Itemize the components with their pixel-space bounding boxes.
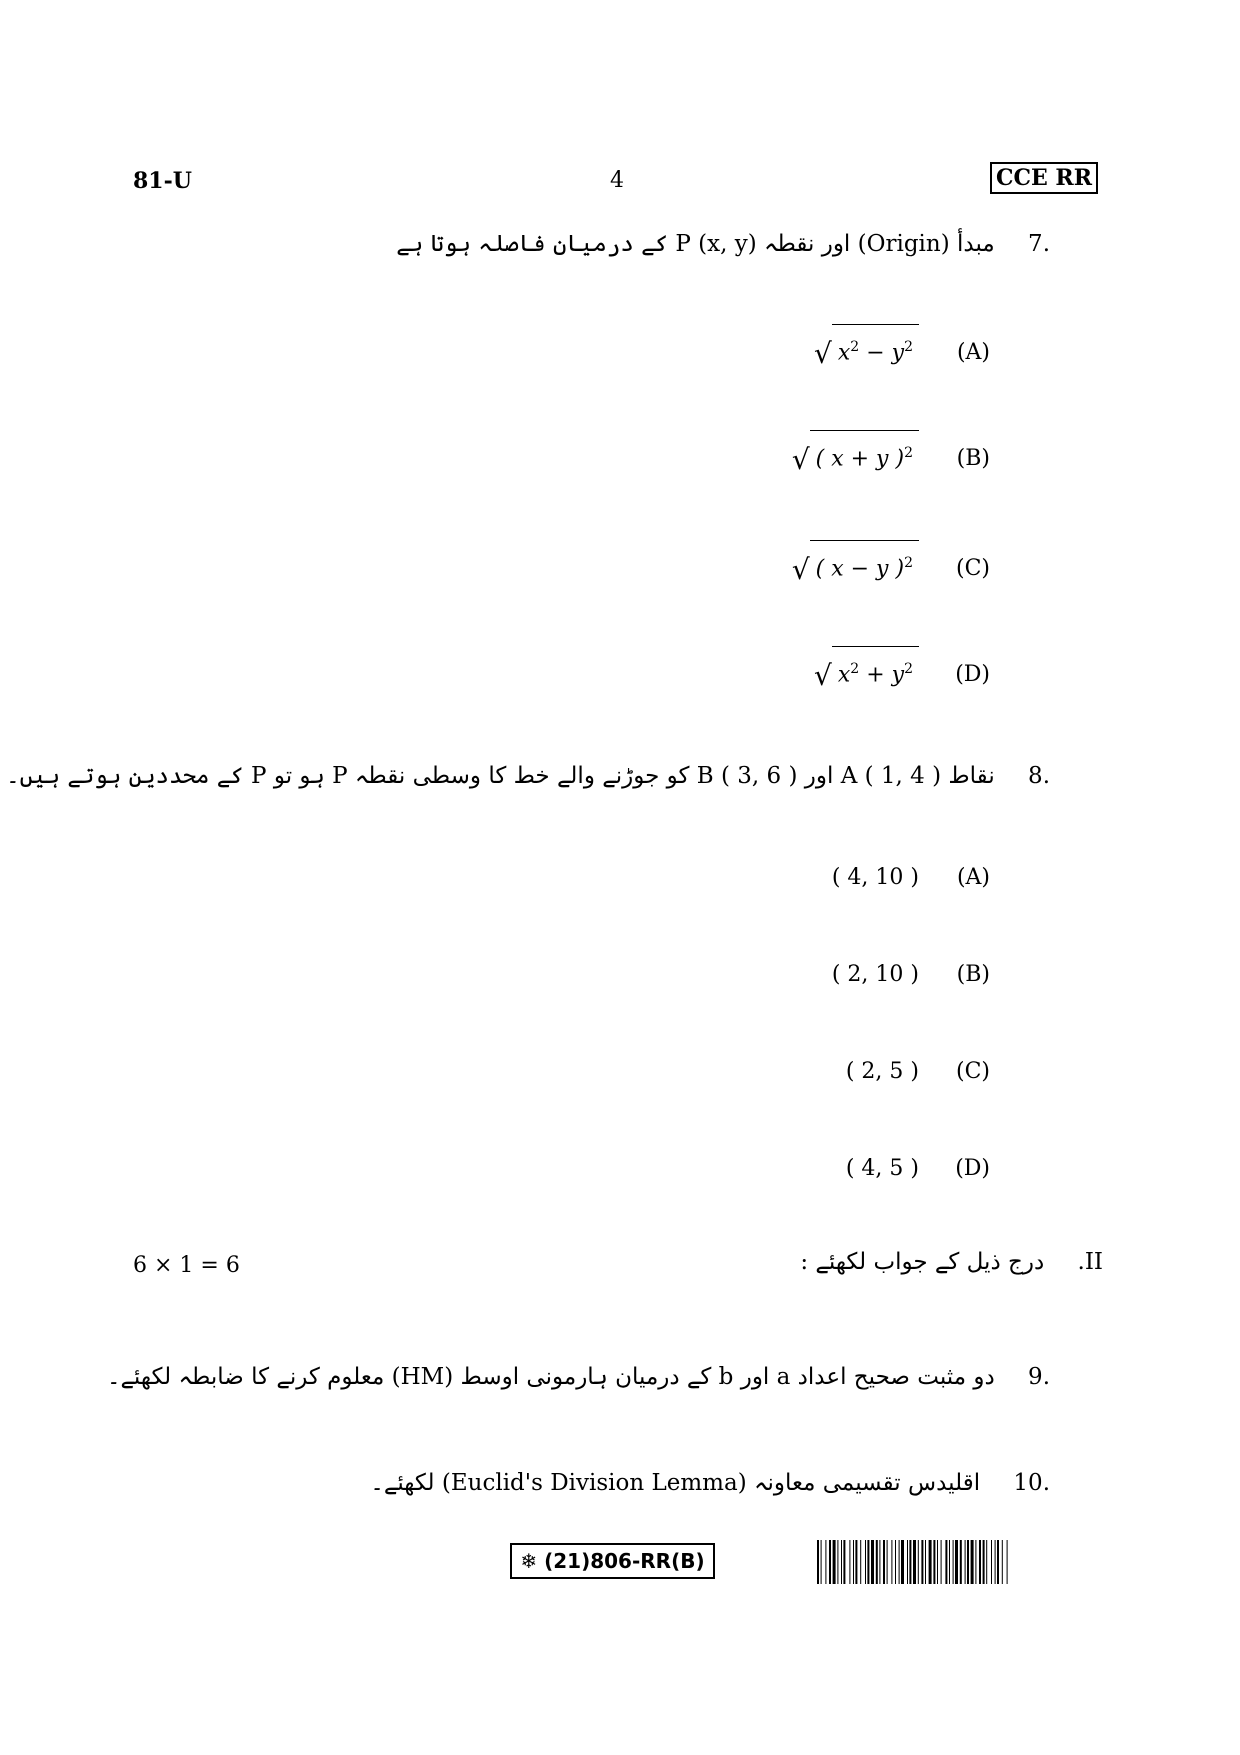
barcode-bar <box>837 1540 838 1584</box>
barcode-bar <box>909 1540 911 1584</box>
option-label: (C) <box>956 556 990 582</box>
section-marks: 6 × 1 = 6 <box>133 1253 240 1278</box>
barcode-bar <box>937 1540 938 1584</box>
option-label: (D) <box>955 1156 990 1181</box>
barcode-bar <box>945 1540 947 1584</box>
barcode-bar <box>933 1540 935 1584</box>
question-text: مبدأ (Origin) اور نقطہ P (x, y) کے درمیان فاصلہ ہوتا ہے <box>396 231 995 257</box>
option-expression: ( 2, 10 ) <box>831 962 919 987</box>
option-8d <box>846 1149 990 1189</box>
question-8 <box>6 760 1050 792</box>
barcode-bar <box>960 1540 962 1584</box>
barcode-bar <box>855 1540 857 1584</box>
page-number: 4 <box>610 168 624 193</box>
barcode-bar <box>965 1540 966 1584</box>
barcode-bar <box>825 1540 826 1584</box>
barcode-bar <box>871 1540 874 1584</box>
barcode-bar <box>817 1540 819 1584</box>
barcode-bar <box>833 1540 836 1584</box>
barcode-bar <box>975 1540 976 1584</box>
barcode-bar <box>949 1540 950 1584</box>
barcode-icon <box>817 1540 1099 1584</box>
option-7b <box>791 430 990 477</box>
barcode-bar <box>891 1540 892 1584</box>
barcode-bar <box>971 1540 974 1584</box>
barcode-bar <box>887 1540 888 1584</box>
barcode-bar <box>860 1540 861 1584</box>
option-8c <box>846 1052 990 1092</box>
barcode-bar <box>876 1540 878 1584</box>
option-label: (B) <box>956 962 990 987</box>
option-expression: √ ( x + y )$^2$ <box>792 430 919 479</box>
barcode-bar <box>1007 1540 1008 1584</box>
question-text: اقلیدس تقسیمی معاونہ (Euclid's Division Lemma) لکھئے۔ <box>370 1470 981 1496</box>
option-7d <box>814 646 990 693</box>
option-label: (B) <box>956 446 990 472</box>
option-expression: ( 4, 5 ) <box>845 1156 919 1181</box>
barcode-bar <box>991 1540 992 1584</box>
barcode-bar <box>849 1540 850 1584</box>
question-number: .9 <box>1028 1364 1050 1390</box>
question-7 <box>396 228 1050 260</box>
option-expression: ( 2, 5 ) <box>845 1059 919 1084</box>
barcode-bar <box>901 1540 904 1584</box>
barcode-bar <box>929 1540 932 1584</box>
option-7c <box>791 540 990 587</box>
option-label: (A) <box>956 340 990 366</box>
option-expression: √ ( x − y )$^2$ <box>792 540 919 589</box>
barcode-bar <box>953 1540 954 1584</box>
question-text: دو مثبت صحیح اعداد a اور b کے درمیان ہارمونی اوسط (HM) معلوم کرنے کا ضابطہ لکھئے۔ <box>106 1364 995 1390</box>
question-number: .10 <box>1013 1470 1050 1496</box>
barcode-bar <box>1002 1540 1003 1584</box>
barcode-bar <box>995 1540 996 1584</box>
question-10 <box>370 1467 1050 1499</box>
barcode-bar <box>913 1540 916 1584</box>
barcode-bar <box>986 1540 987 1584</box>
barcode-bar <box>821 1540 822 1584</box>
barcode-bar <box>879 1540 880 1584</box>
board-badge: CCE RR <box>990 162 1098 194</box>
option-expression: ( 4, 10 ) <box>831 865 919 890</box>
barcode-bar <box>979 1540 981 1584</box>
question-number: .7 <box>1028 231 1050 257</box>
section-heading <box>800 1249 1103 1275</box>
section-number: II. <box>1077 1249 1103 1275</box>
barcode-bar <box>941 1540 942 1584</box>
barcode-bar <box>895 1540 896 1584</box>
option-label: (D) <box>955 662 990 688</box>
barcode-bar <box>853 1540 854 1584</box>
barcode-bar <box>867 1540 869 1584</box>
barcode-bar <box>983 1540 985 1584</box>
question-9 <box>107 1361 1050 1393</box>
barcode-bar <box>865 1540 866 1584</box>
option-label: (C) <box>956 1059 990 1084</box>
barcode-bar <box>843 1540 845 1584</box>
option-8b <box>832 955 990 995</box>
option-7a <box>814 324 990 371</box>
barcode-bar <box>918 1540 919 1584</box>
barcode-bar <box>955 1540 958 1584</box>
barcode-bar <box>883 1540 885 1584</box>
barcode-bar <box>841 1540 842 1584</box>
option-expression: √ $x^2 + y^2$ <box>814 646 919 695</box>
barcode-bar <box>925 1540 926 1584</box>
question-number: .8 <box>1028 763 1050 789</box>
barcode-bar <box>921 1540 923 1584</box>
barcode-bar <box>997 1540 999 1584</box>
footer-paper-code: ❄ (21)806-RR(B) <box>510 1543 715 1579</box>
barcode-bar <box>829 1540 831 1584</box>
option-8a <box>832 858 990 898</box>
barcode-bar <box>899 1540 900 1584</box>
barcode-bar <box>907 1540 908 1584</box>
barcode-bar <box>967 1540 969 1584</box>
option-label: (A) <box>956 865 990 890</box>
section-instruction: درج ذیل کے جواب لکھئے : <box>800 1249 1045 1275</box>
paper-code: 81-U <box>133 168 192 194</box>
option-expression: √ $x^2 - y^2$ <box>814 324 919 373</box>
question-text: نقاط A ( 1, 4 ) اور B ( 3, 6 ) کو جوڑنے والے خط کا وسطی نقطہ P ہو تو P کے محددین ہوتے ہیں۔ <box>6 763 995 789</box>
